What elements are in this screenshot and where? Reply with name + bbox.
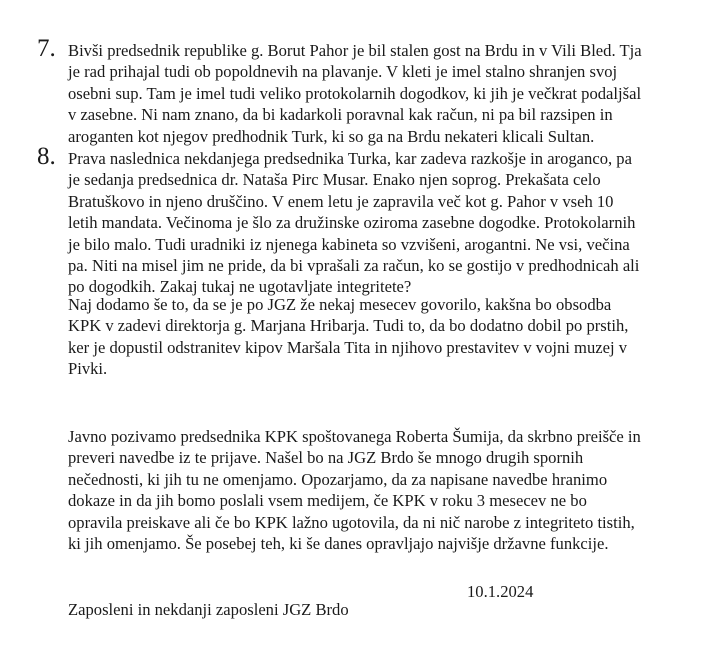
- text-line: preveri navedbe iz te prijave. Našel bo na JGZ Brdo še mnogo drugih spornih: [68, 448, 584, 468]
- item-text: [68, 148, 708, 298]
- text-line: Pivki.: [68, 359, 108, 379]
- text-line: KPK v zadevi direktorja g. Marjana Hribarja. Tudi to, da bo dodatno dobil po prstih,: [68, 316, 629, 336]
- text-line: ki jih omenjamo. Še posebej teh, ki še danes opravljajo najvišje državne funkcije.: [68, 534, 609, 554]
- text-line: opravila preiskave ali če bo KPK lažno ugotovila, da ni nič narobe z integriteto tistih,: [68, 512, 635, 532]
- text-line: Bivši predsednik republike g. Borut Pahor je bil stalen gost na Brdu in v Vili Bled. Tja: [68, 41, 642, 60]
- paragraph-appeal: [68, 426, 708, 554]
- item-number: 7.: [37, 35, 56, 62]
- text-line: po dogodkih. Zakaj tukaj ne ugotavljate integritete?: [68, 277, 412, 297]
- document-date: 10.1.2024: [467, 582, 534, 601]
- text-line: dokaze in da jih bomo poslali vsem medijem, če KPK v roku 3 mesecev ne bo: [68, 491, 587, 511]
- text-line: Naj dodamo še to, da se je po JGZ že nekaj mesecev govorilo, kakšna bo obsodba: [68, 295, 612, 314]
- text-line: je sedanja predsednica dr. Nataša Pirc Musar. Enako njen soprog. Prekašata celo: [68, 170, 601, 190]
- text-line: letih mandata. Večinoma je šlo za družinske oziroma zasebne dogodke. Protokolarnih: [68, 213, 636, 233]
- signature: Zaposleni in nekdanji zaposleni JGZ Brdo: [68, 600, 349, 619]
- text-line: v zasebne. Ni nam znano, da bi kadarkoli poravnal kak račun, ni pa bil razsipen in: [68, 105, 613, 125]
- paragraph-hribar: [68, 294, 708, 380]
- text-line: je rad prihajal tudi ob popoldnevih na plavanje. V kleti je imel stalno shranjen svoj: [68, 62, 618, 82]
- text-line: aroganten kot njegov predhodnik Turk, ki so ga na Brdu nekateri klicali Sultan.: [68, 126, 595, 146]
- text-line: je bilo malo. Tudi uradniki iz njenega kabineta so vzvišeni, arogantni. Ne vsi, večina: [68, 234, 630, 254]
- item-number: 8.: [37, 143, 56, 170]
- text-line: nečednosti, ki jih tu ne omenjamo. Opozarjamo, da za napisane navedbe hranimo: [68, 469, 608, 489]
- text-line: osebni sup. Tam je imel tudi veliko protokolarnih dogodkov, ki jih je večkrat podaljšal: [68, 83, 642, 103]
- item-text: [68, 40, 708, 147]
- text-line: Javno pozivamo predsednika KPK spoštovanega Roberta Šumija, da skrbno preišče in: [68, 427, 641, 446]
- text-line: ker je dopustil odstranitev kipov Maršala Tita in njihovo prestavitev v vojni muzej v: [68, 337, 628, 357]
- text-line: Bratuškovo in njeno druščino. V enem letu je zapravila več kot g. Pahor v vseh 10: [68, 191, 614, 211]
- text-line: Prava naslednica nekdanjega predsednika Turka, kar zadeva razkošje in aroganco, pa: [68, 149, 632, 168]
- text-line: pa. Niti na misel jim ne pride, da bi vprašali za račun, ko se gostijo v predhodnicah ali: [68, 256, 640, 276]
